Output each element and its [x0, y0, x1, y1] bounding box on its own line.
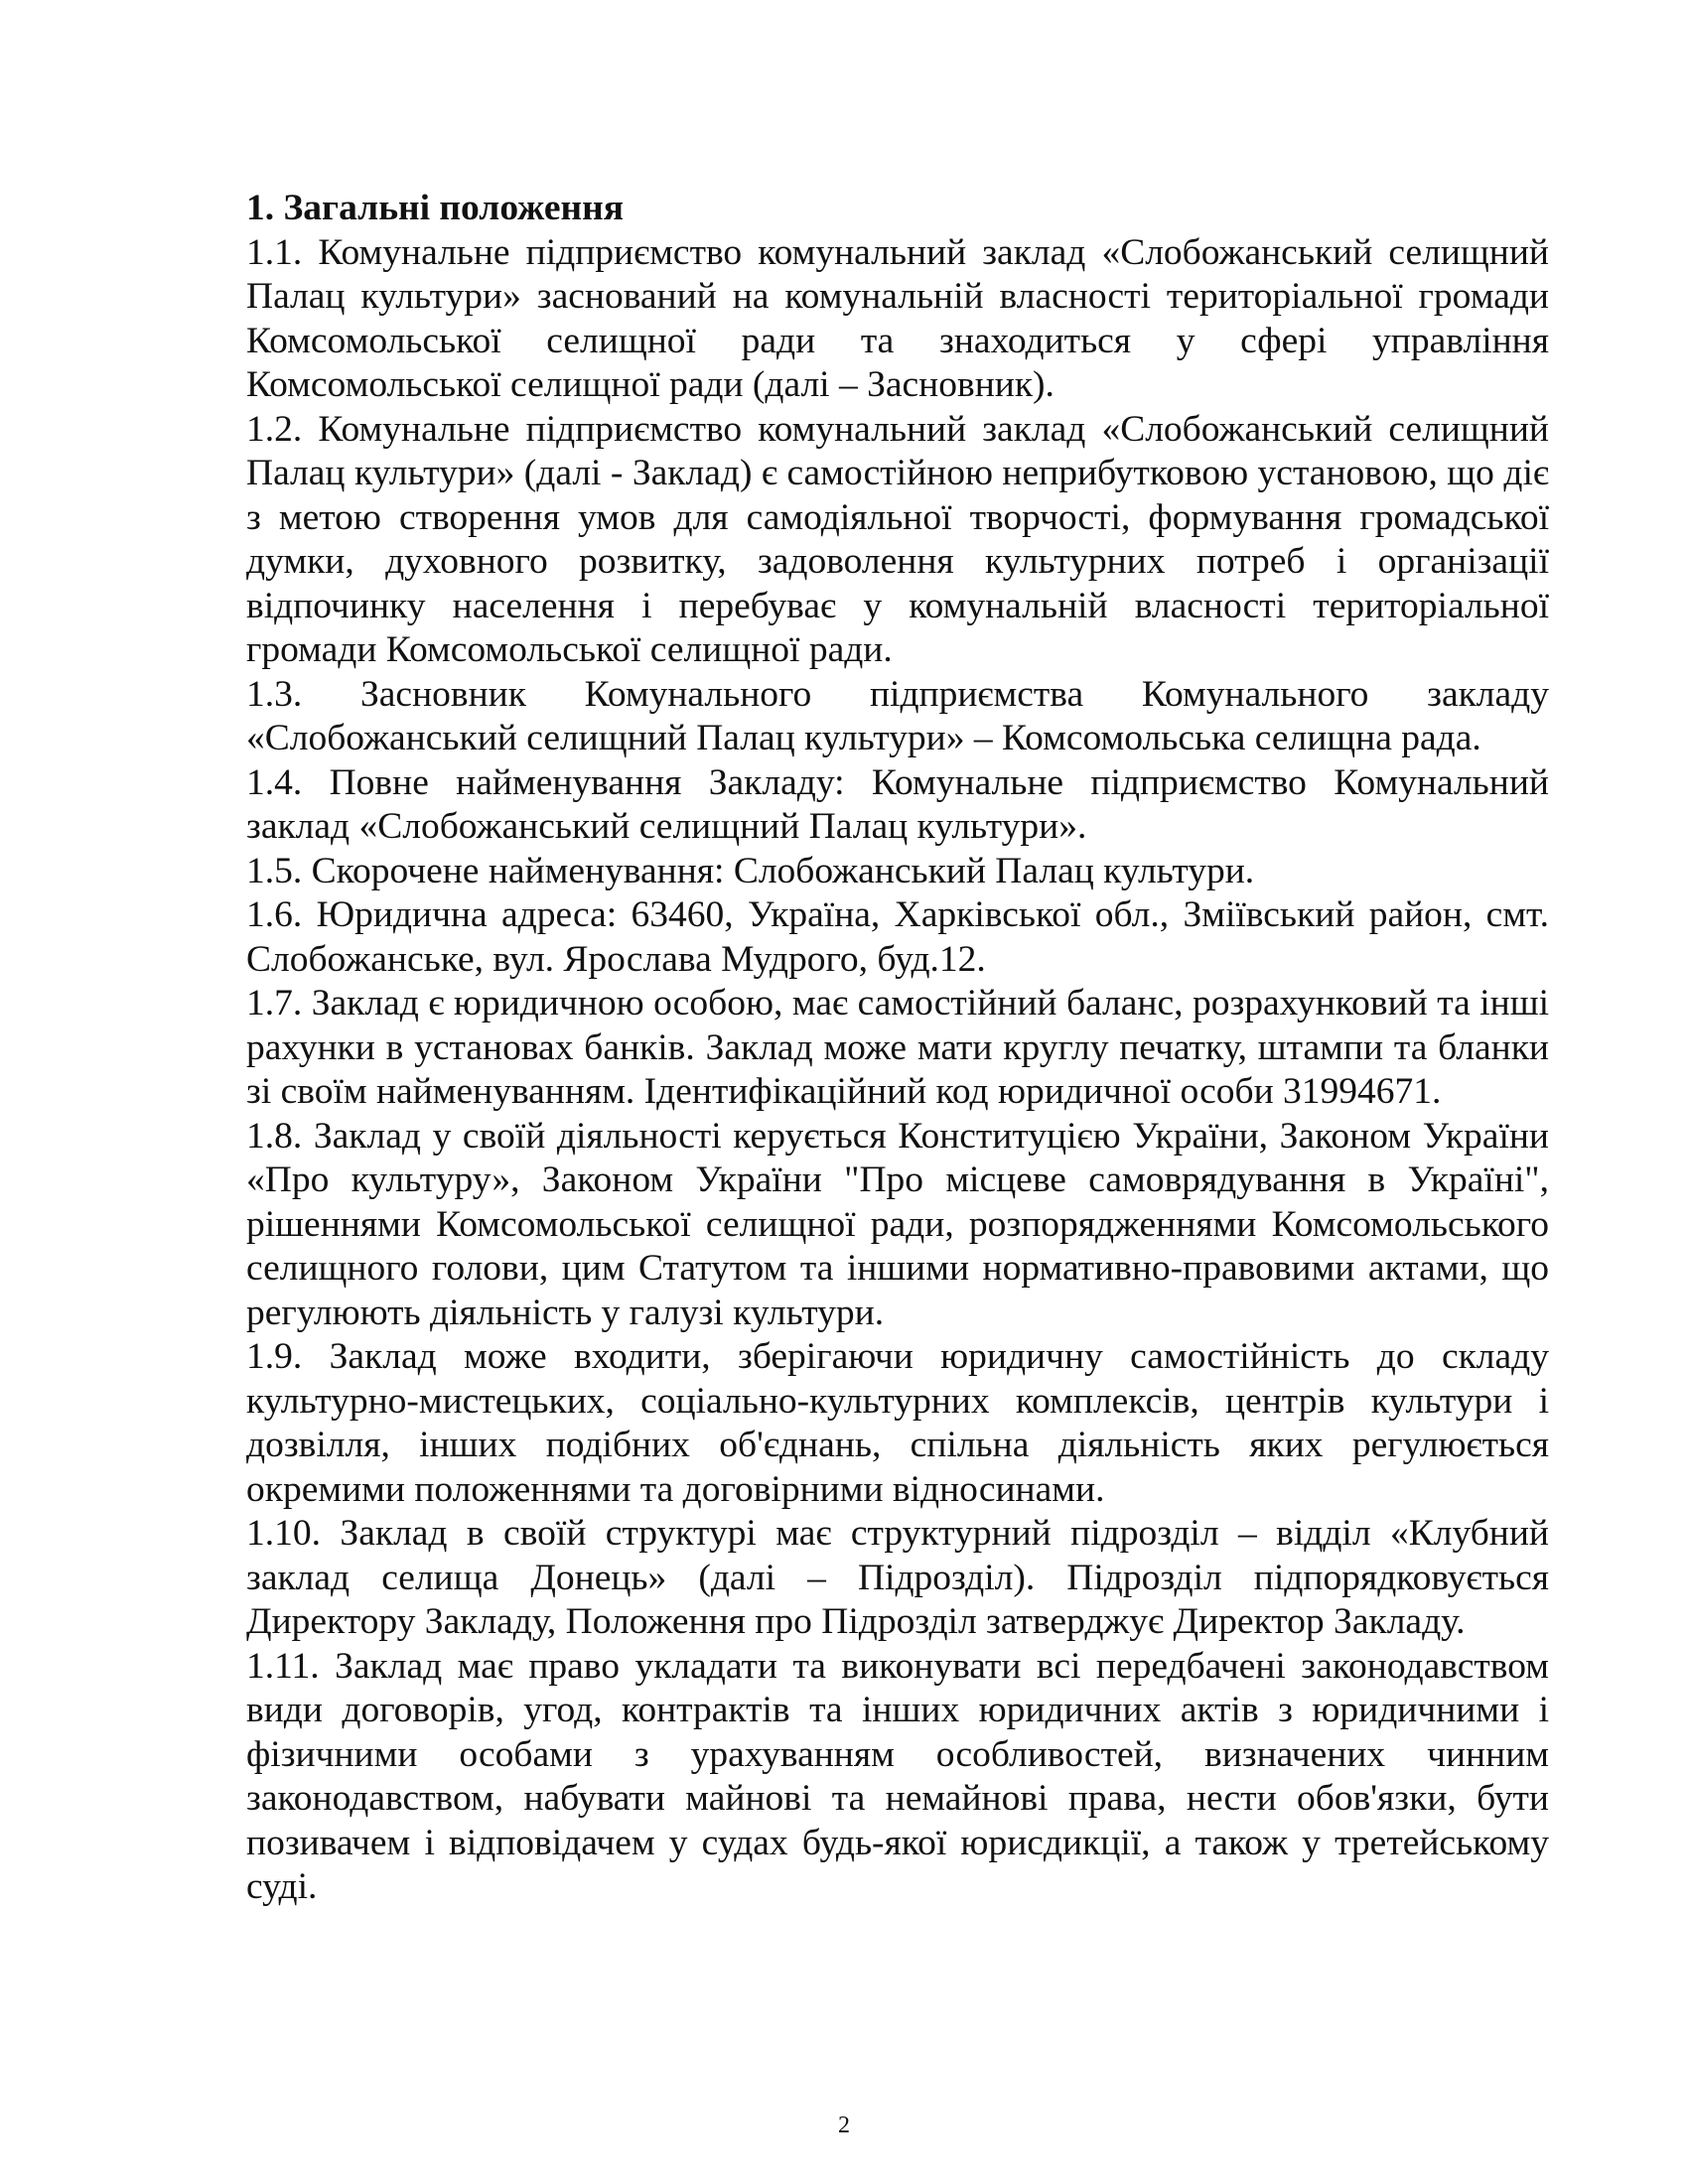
paragraph-1-11: 1.11. Заклад має право укладати та виконувати всі передбачені законодавством види договорів, угод, контрактів та інших юридичних актів з юридичними і фізичними особами з урахуванням особливостей, визначених чинним законодавством, набувати майнові та немайнові права, нести обов'язки, бути позивачем і відповідачем у судах будь-якої юрисдикції, а також у третейському суді. [246, 1645, 1549, 1907]
paragraph-1-2: 1.2. Комунальне підприємство комунальний заклад «Слобожанський селищний Палац культури» (далі - Заклад) є самостійною неприбутковою установою, що діє з метою створення умов для самодіяльної творчості, формування громадської думки, духовного розвитку, задоволення культурних потреб і організації відпочинку населення і перебуває у комунальній власності територіальної громади Комсомольської селищної ради. [246, 408, 1549, 670]
paragraph-1-5: 1.5. Скорочене найменування: Слобожанський Палац культури. [246, 850, 1255, 891]
paragraph-1-6: 1.6. Юридична адреса: 63460, Україна, Харківської обл., Зміївський район, смт. Слобожанське, вул. Ярослава Мудрого, буд.12. [246, 894, 1549, 980]
paragraph-1-10: 1.10. Заклад в своїй структурі має структурний підрозділ – відділ «Клубний заклад селища Донець» (далі – Підрозділ). Підрозділ підпорядковується Директору Закладу, Положення про Підрозділ затверджує Директор Закладу. [246, 1513, 1549, 1642]
paragraph-1-9: 1.9. Заклад може входити, зберігаючи юридичну самостійність до складу культурно-мистецьких, соціально-культурних комплексів, центрів культури і дозвілля, інших подібних об'єднань, спільна діяльність яких регулюється окремими положеннями та договірними відносинами. [246, 1336, 1549, 1510]
paragraph-1-7: 1.7. Заклад є юридичною особою, має самостійний баланс, розрахунковий та інші рахунки в установах банків. Заклад може мати круглу печатку, штампи та бланки зі своїм найменуванням. Ідентифікаційний код юридичної особи 31994671. [246, 983, 1549, 1112]
paragraph-1-4: 1.4. Повне найменування Закладу: Комунальне підприємство Комунальний заклад «Слобожанський селищний Палац культури». [246, 761, 1549, 847]
document-body [246, 187, 1549, 1910]
paragraph-1-8: 1.8. Заклад у своїй діяльності керується Конституцією України, Законом України «Про культуру», Законом України "Про місцеве самоврядування в Україні", рішеннями Комсомольської селищної ради, розпорядженнями Комсомольського селищного голови, цим Статутом та іншими нормативно-правовими актами, що регулюють діяльність у галузі культури. [246, 1115, 1549, 1333]
page-number: 2 [838, 2113, 850, 2138]
paragraph-1-3: 1.3. Засновник Комунального підприємства Комунального закладу «Слобожанський селищний Палац культури» – Комсомольська селищна рада. [246, 673, 1549, 758]
section-heading: 1. Загальні положення [246, 188, 624, 228]
paragraph-1-1: 1.1. Комунальне підприємство комунальний заклад «Слобожанський селищний Палац культури» заснований на комунальній власності територіальної громади Комсомольської селищної ради та знаходиться у сфері управління Комсомольської селищної ради (далі – Засновник). [246, 231, 1549, 405]
